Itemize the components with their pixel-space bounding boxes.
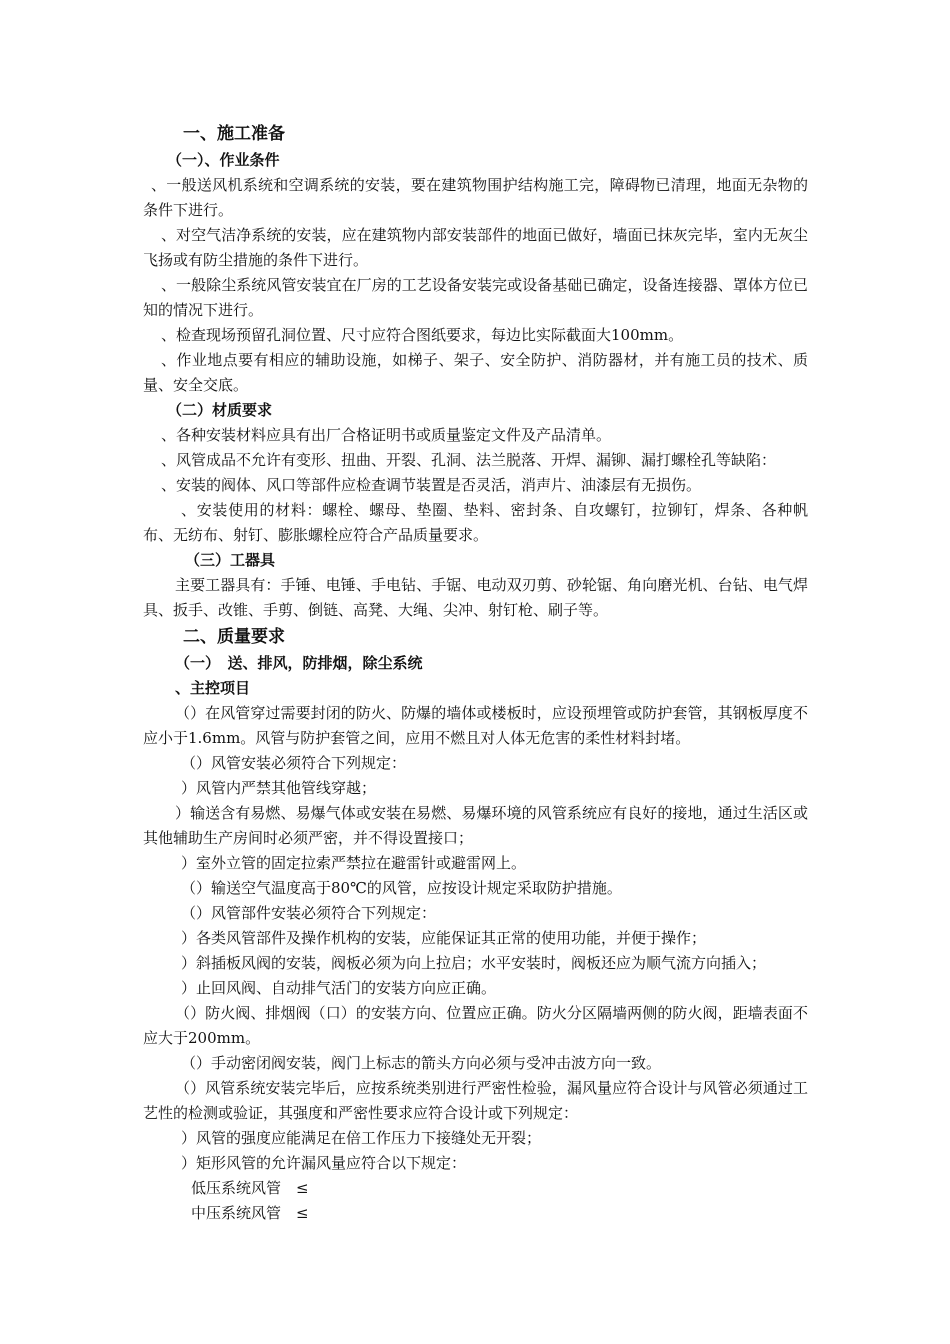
paragraph-quality-7a: ）风管的强度应能满足在倍工作压力下接缝处无开裂； xyxy=(181,1129,542,1147)
paragraph-quality-2: （）风管安装必须符合下列规定： xyxy=(181,754,407,772)
paragraph-quality-4a: ）各类风管部件及操作机构的安装，应能保证其正常的使用功能，并便于操作； xyxy=(181,929,707,947)
leakage-low-pressure: 低压系统风管 ≤ xyxy=(191,1179,309,1197)
subsection-material-heading: （二）材质要求 xyxy=(167,401,273,419)
paragraph-quality-4: （）风管部件安装必须符合下列规定： xyxy=(181,904,437,922)
document-body xyxy=(143,120,808,1226)
paragraph-condition-1: 、一般送风机系统和空调系统的安装，要在建筑物围护结构施工完，障碍物已清理，地面无杂物的条件下进行。 xyxy=(143,176,808,219)
paragraph-quality-2c: ）室外立管的固定拉索严禁拉在避雷针或避雷网上。 xyxy=(181,854,527,872)
paragraph-quality-2b: ）输送含有易燃、易爆气体或安装在易燃、易爆环境的风管系统应有良好的接地，通过生活区或其他辅助生产房间时必须严密，并不得设置接口； xyxy=(143,804,808,847)
paragraph-material-3: 、安装的阀体、风口等部件应检查调节装置是否灵活，消声片、油漆层有无损伤。 xyxy=(161,476,702,494)
paragraph-quality-4c: ）止回风阀、自动排气活门的安装方向应正确。 xyxy=(181,979,497,997)
paragraph-condition-2: 、对空气洁净系统的安装，应在建筑物内部安装部件的地面已做好，墙面已抹灰完毕，室内无灰尘飞扬或有防尘措施的条件下进行。 xyxy=(143,226,808,269)
paragraph-tools: 主要工器具有：手锤、电锤、手电钻、手锯、电动双刃剪、砂轮锯、角向磨光机、台钻、电气焊具、扳手、改锥、手剪、倒链、高凳、大绳、尖冲、射钉枪、刷子等。 xyxy=(143,576,808,619)
paragraph-condition-5: 、作业地点要有相应的辅助设施，如梯子、架子、安全防护、消防器材，并有施工员的技术、质量、安全交底。 xyxy=(143,351,808,394)
leakage-medium-pressure: 中压系统风管 ≤ xyxy=(191,1204,309,1222)
main-items-heading: 、主控项目 xyxy=(175,679,251,697)
paragraph-quality-3: （）输送空气温度高于80℃的风管，应按设计规定采取防护措施。 xyxy=(181,879,622,897)
paragraph-material-4: 、安装使用的材料：螺栓、螺母、垫圈、垫料、密封条、自攻螺钉，拉铆钉，焊条、各种帆布、无纺布、射钉、膨胀螺栓应符合产品质量要求。 xyxy=(143,501,808,544)
section-1-heading: 一、施工准备 xyxy=(183,124,285,144)
paragraph-condition-4: 、检查现场预留孔洞位置、尺寸应符合图纸要求，每边比实际截面大100mm。 xyxy=(161,326,684,344)
subsection-ventilation-heading: （一） 送、排风，防排烟，除尘系统 xyxy=(175,654,423,672)
paragraph-quality-7b: ）矩形风管的允许漏风量应符合以下规定： xyxy=(181,1154,467,1172)
paragraph-condition-3: 、一般除尘系统风管安装宜在厂房的工艺设备安装完或设备基础已确定，设备连接器、罩体方位已知的情况下进行。 xyxy=(143,276,808,319)
subsection-tools-heading: （三）工器具 xyxy=(185,551,276,569)
paragraph-quality-4b: ）斜插板风阀的安装，阀板必须为向上拉启；水平安装时，阀板还应为顺气流方向插入； xyxy=(181,954,767,972)
paragraph-quality-1: （）在风管穿过需要封闭的防火、防爆的墙体或楼板时，应设预埋管或防护套管，其钢板厚度不应小于1.6mm。风管与防护套管之间，应用不燃且对人体无危害的柔性材料封堵。 xyxy=(143,704,808,747)
section-2-heading: 二、质量要求 xyxy=(183,627,285,647)
paragraph-quality-6: （）手动密闭阀安装，阀门上标志的箭头方向必须与受冲击波方向一致。 xyxy=(181,1054,662,1072)
paragraph-quality-7: （）风管系统安装完毕后，应按系统类别进行严密性检验，漏风量应符合设计与风管必须通过工艺性的检测或验证，其强度和严密性要求应符合设计或下列规定： xyxy=(143,1079,808,1122)
paragraph-quality-5: （）防火阀、排烟阀（口）的安装方向、位置应正确。防火分区隔墙两侧的防火阀，距墙表面不应大于200mm。 xyxy=(143,1004,808,1047)
paragraph-material-2: 、风管成品不允许有变形、扭曲、开裂、孔洞、法兰脱落、开焊、漏铆、漏打螺栓孔等缺陷： xyxy=(161,451,777,469)
paragraph-material-1: 、各种安装材料应具有出厂合格证明书或质量鉴定文件及产品清单。 xyxy=(161,426,612,444)
subsection-work-conditions-heading: （一）、作业条件 xyxy=(167,151,280,169)
paragraph-quality-2a: ）风管内严禁其他管线穿越； xyxy=(181,779,377,797)
